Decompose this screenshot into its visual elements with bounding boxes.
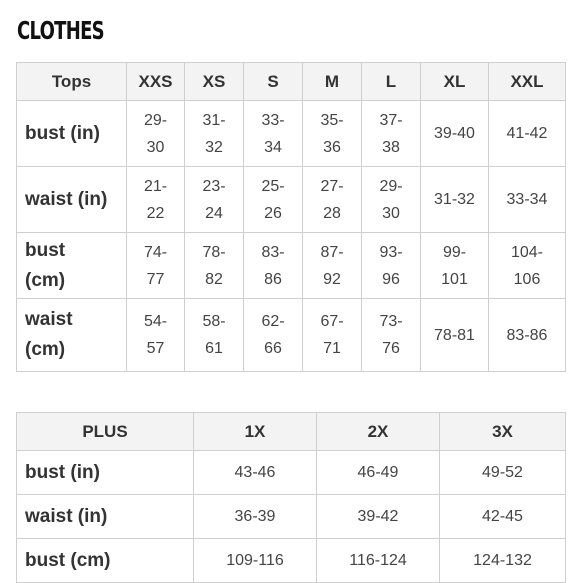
table-cell: 27-28 [303,167,362,233]
size-header-2x: 2X [317,413,440,451]
table-cell: 73-76 [362,299,421,372]
row-label: bust (in) [17,101,127,167]
size-header-xs: XS [185,63,244,101]
table-cell: 67-71 [303,299,362,372]
table-cell: 109-116 [194,539,317,583]
table-cell: 83-86 [489,299,566,372]
table-cell: 41-42 [489,101,566,167]
table-cell: 21-22 [127,167,185,233]
table-cell: 58-61 [185,299,244,372]
size-header-s: S [244,63,303,101]
tops-size-table [16,62,566,372]
row-label: waist (cm) [17,299,127,372]
table-cell: 37-38 [362,101,421,167]
tops-header-cell: Tops [17,63,127,101]
size-header-1x: 1X [194,413,317,451]
table-cell: 54-57 [127,299,185,372]
table-row [17,451,566,495]
table-cell: 124-132 [440,539,566,583]
table-cell: 23-24 [185,167,244,233]
table-row [17,101,566,167]
row-label: waist (in) [17,495,194,539]
row-label: waist (in) [17,167,127,233]
plus-header-cell: PLUS [17,413,194,451]
table-cell: 49-52 [440,451,566,495]
table-cell: 116-124 [317,539,440,583]
table-cell: 29-30 [362,167,421,233]
table-cell: 74-77 [127,233,185,299]
size-header-l: L [362,63,421,101]
table-cell: 42-45 [440,495,566,539]
table-cell: 93-96 [362,233,421,299]
row-label: bust (in) [17,451,194,495]
plus-header-row [17,413,566,451]
size-header-m: M [303,63,362,101]
table-row [17,299,566,372]
table-cell: 62-66 [244,299,303,372]
tops-header-row [17,63,566,101]
plus-size-table [16,412,566,583]
table-cell: 25-26 [244,167,303,233]
table-cell: 31-32 [185,101,244,167]
size-header-xl: XL [421,63,489,101]
table-cell: 39-42 [317,495,440,539]
table-cell: 36-39 [194,495,317,539]
table-cell: 35-36 [303,101,362,167]
table-row [17,495,566,539]
table-row [17,539,566,583]
table-row [17,233,566,299]
table-cell: 31-32 [421,167,489,233]
table-cell: 87-92 [303,233,362,299]
table-cell: 46-49 [317,451,440,495]
table-cell: 83-86 [244,233,303,299]
table-cell: 104-106 [489,233,566,299]
page-title: CLOTHES [17,16,104,45]
table-cell: 33-34 [244,101,303,167]
size-header-3x: 3X [440,413,566,451]
size-header-xxs: XXS [127,63,185,101]
table-cell: 29-30 [127,101,185,167]
table-row [17,167,566,233]
table-cell: 99-101 [421,233,489,299]
table-cell: 43-46 [194,451,317,495]
table-cell: 33-34 [489,167,566,233]
row-label: bust (cm) [17,233,127,299]
size-header-xxl: XXL [489,63,566,101]
row-label: bust (cm) [17,539,194,583]
table-cell: 39-40 [421,101,489,167]
table-cell: 78-81 [421,299,489,372]
table-cell: 78-82 [185,233,244,299]
